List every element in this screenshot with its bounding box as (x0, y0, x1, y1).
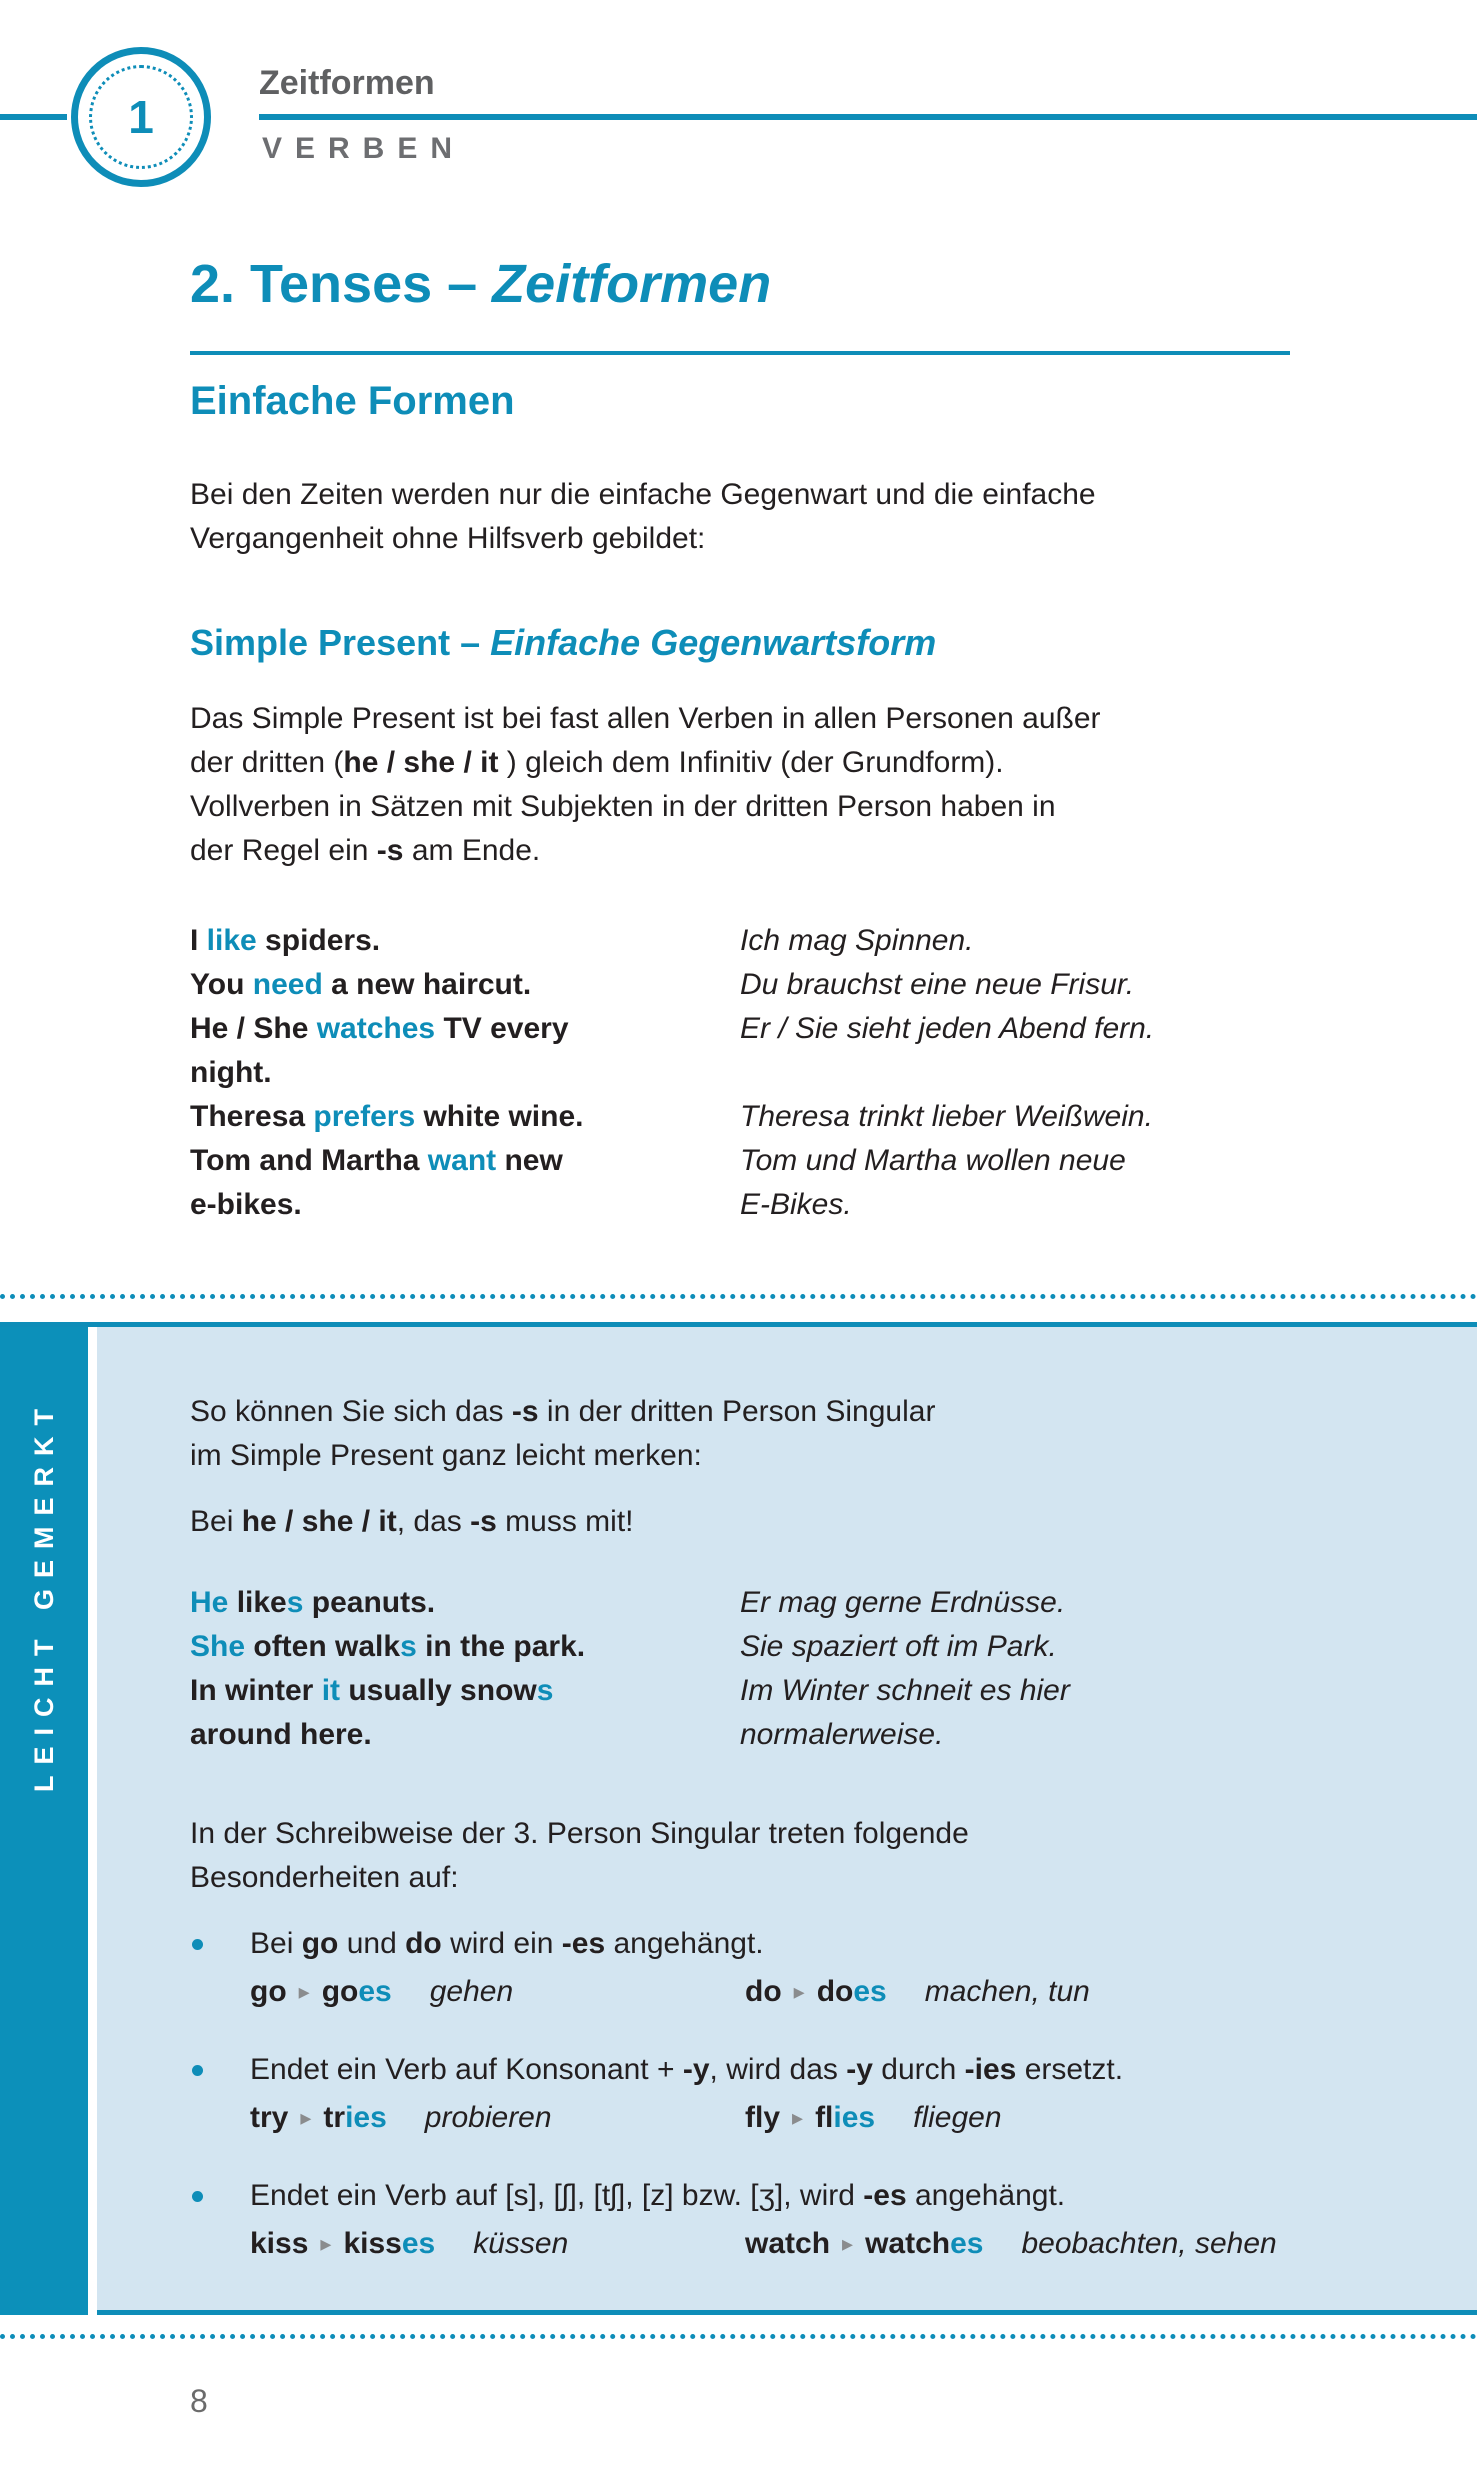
header-rule-right (259, 114, 1477, 120)
example-row (190, 963, 1154, 1007)
verb-gloss: probieren (424, 2101, 552, 2134)
text-line (190, 1500, 633, 1544)
example-english (190, 963, 740, 1007)
text-segment: in the park. (416, 1630, 586, 1663)
text-segment: es (358, 1975, 392, 2008)
text-segment: Einfache Gegenwartsform (490, 622, 937, 663)
text-segment: ies (345, 2101, 387, 2134)
verb-gloss: gehen (429, 1975, 514, 2008)
bullet-rule (250, 1922, 1090, 1966)
example-german: Tom und Martha wollen neue (740, 1144, 1126, 1177)
example-english (190, 1183, 740, 1227)
verb-pair-row (250, 1970, 1090, 2014)
text-segment: muss mit! (496, 1505, 634, 1538)
verb-pair-cell (745, 2222, 1277, 2266)
text-line (190, 785, 1101, 829)
text-segment: Bei den Zeiten werden nur die einfache Gegenwart und die einfache (190, 478, 1096, 511)
bullet-rule (250, 2174, 1277, 2218)
verb-pair-row (250, 2096, 1123, 2140)
text-segment: Das Simple Present ist bei fast allen Verben in allen Personen außer (190, 702, 1101, 735)
text-segment: Bei (250, 1927, 302, 1960)
text-segment: , wird das (709, 2053, 847, 2086)
text-segment: -y (682, 2053, 710, 2086)
verb-pair (250, 2222, 435, 2266)
text-segment: She (190, 1630, 246, 1663)
text-segment: -ies (964, 2053, 1017, 2086)
verb-pair (250, 2096, 387, 2140)
text-segment: kiss (250, 2227, 309, 2260)
text-segment: Vollverben in Sätzen mit Subjekten in der dritten Person haben in (190, 790, 1056, 823)
example-english (190, 1625, 740, 1669)
text-segment: Tom and Martha (190, 1144, 428, 1177)
text-segment: Bei (190, 1505, 242, 1538)
simple-present-paragraph (190, 697, 1101, 873)
example-german: E-Bikes. (740, 1188, 852, 1221)
verb-gloss: küssen (473, 2227, 569, 2260)
text-segment: In winter (190, 1674, 322, 1707)
text-segment: -s (511, 1395, 539, 1428)
section-heading (190, 379, 515, 423)
text-segment: es (950, 2227, 984, 2260)
text-segment: do (405, 1927, 442, 1960)
text-segment: ies (833, 2101, 876, 2134)
text-segment: -s (470, 1505, 497, 1538)
text-segment: Besonderheiten auf: (190, 1861, 459, 1894)
example-german: Im Winter schneit es hier (740, 1674, 1070, 1707)
verb-pair (745, 2096, 875, 2140)
text-segment: go (321, 1975, 359, 2008)
bullet-body (250, 2174, 1277, 2266)
text-segment: ersetzt. (1016, 2053, 1124, 2086)
example-english (190, 1669, 740, 1713)
example-english (190, 1139, 740, 1183)
example-german: Theresa trinkt lieber Weißwein. (740, 1100, 1153, 1133)
text-line (190, 621, 936, 665)
chapter-title: Zeitformen (259, 64, 435, 102)
bullet-body (250, 2048, 1123, 2140)
example-german: Er / Sie sieht jeden Abend fern. (740, 1012, 1155, 1045)
text-segment: a new haircut. (322, 968, 532, 1001)
text-segment: s (536, 1674, 554, 1707)
text-segment: night. (190, 1056, 272, 1089)
text-segment: white wine. (415, 1100, 584, 1133)
text-segment: e-bikes. (190, 1188, 302, 1221)
text-line (190, 517, 1096, 561)
text-segment: Einfache Formen (190, 379, 515, 423)
text-segment: he / she / it (241, 1505, 397, 1538)
text-segment: it (321, 1674, 341, 1707)
text-segment: TV every (435, 1012, 569, 1045)
text-segment: do (816, 1975, 854, 2008)
text-segment: der dritten ( (190, 746, 344, 779)
text-segment: angehängt. (605, 1927, 764, 1960)
text-segment: usually snow (340, 1674, 537, 1707)
verb-pair-row (250, 2222, 1277, 2266)
text-line (190, 697, 1101, 741)
bullet-marker (192, 2191, 203, 2202)
example-row (190, 1051, 1154, 1095)
text-line (190, 1390, 935, 1434)
text-segment: -es (863, 2179, 907, 2212)
verb-pair-cell (745, 2096, 1002, 2140)
text-line (190, 1856, 969, 1900)
text-segment: im Simple Present ganz leicht merken: (190, 1439, 702, 1472)
box-examples-table (190, 1581, 1070, 1757)
text-segment: You (190, 968, 253, 1001)
text-segment: peanuts. (303, 1586, 436, 1619)
arrow-icon: ▸ (842, 2231, 854, 2256)
text-segment: around here. (190, 1718, 372, 1751)
arrow-icon: ▸ (300, 2105, 312, 2130)
examples-table (190, 919, 1154, 1227)
text-line (190, 1812, 969, 1856)
text-segment: prefers (313, 1100, 416, 1133)
info-box-border-top (0, 1322, 1477, 1327)
example-german: normalerweise. (740, 1718, 944, 1751)
info-box (0, 1322, 1477, 2315)
chapter-badge-dotted-ring (89, 65, 193, 169)
text-segment: -y (846, 2053, 873, 2086)
text-segment: do (745, 1975, 782, 2008)
bullet-marker (192, 2065, 203, 2076)
text-segment: am Ende. (403, 834, 541, 867)
text-segment: he / she / it (343, 746, 499, 779)
text-segment: often walk (245, 1630, 401, 1663)
text-segment: s (400, 1630, 417, 1663)
example-row (190, 1183, 1154, 1227)
verb-pair (745, 2222, 983, 2266)
arrow-icon: ▸ (320, 2231, 332, 2256)
text-line (250, 1922, 1090, 1966)
verb-gloss: fliegen (913, 2101, 1002, 2134)
verb-pair (250, 1970, 392, 2014)
text-line (190, 379, 515, 423)
text-segment: Theresa (190, 1100, 314, 1133)
box-paragraph-3 (190, 1812, 969, 1900)
text-segment: fly (745, 2101, 781, 2134)
text-segment: He / She (190, 1012, 317, 1045)
text-segment: ) gleich dem Infinitiv (der Grundform). (498, 746, 1004, 779)
text-line (190, 1434, 935, 1478)
example-row (190, 919, 1154, 963)
text-segment: tr (323, 2101, 346, 2134)
intro-paragraph (190, 473, 1096, 561)
example-row (190, 1007, 1154, 1051)
text-segment: like (228, 1586, 287, 1619)
header-rule-left (0, 114, 67, 120)
example-row (190, 1713, 1070, 1757)
example-english (190, 919, 740, 963)
text-segment: I (190, 924, 207, 957)
bullet-marker (192, 1939, 203, 1950)
sidebar-label: LEICHT GEMERKT (28, 1398, 59, 1792)
chapter-number: 1 (128, 91, 154, 143)
text-segment: es (853, 1975, 887, 2008)
bullet-rule (250, 2048, 1123, 2092)
text-segment: s (286, 1586, 304, 1619)
arrow-icon: ▸ (793, 1979, 805, 2004)
text-segment: So können Sie sich das (190, 1395, 512, 1428)
text-segment: go (250, 1975, 287, 2008)
bullet-list (190, 1922, 1417, 2300)
page-title (190, 254, 772, 314)
example-english (190, 1007, 740, 1051)
text-segment: Zeitformen (492, 254, 772, 314)
dotted-divider-bottom (0, 2334, 1477, 2339)
text-line (250, 2048, 1123, 2092)
text-segment: want (427, 1144, 497, 1177)
verb-pair-cell (745, 1970, 1090, 2014)
box-paragraph-2 (190, 1500, 633, 1544)
text-segment: -s (376, 834, 404, 867)
sidebar-label-wrap (0, 1350, 88, 1840)
text-segment: spiders. (256, 924, 381, 957)
arrow-icon: ▸ (792, 2105, 804, 2130)
bullet-item (190, 1922, 1417, 2014)
text-line (190, 254, 772, 314)
example-row (190, 1095, 1154, 1139)
chapter-badge (71, 47, 211, 187)
text-segment: Endet ein Verb auf Konsonant + (250, 2053, 683, 2086)
verb-gloss: beobachten, sehen (1021, 2227, 1277, 2260)
example-german: Du brauchst eine neue Frisur. (740, 968, 1135, 1001)
text-segment: in der dritten Person Singular (538, 1395, 936, 1428)
text-segment: fl (815, 2101, 834, 2134)
verb-pair-cell (250, 2096, 745, 2140)
example-english (190, 1095, 740, 1139)
bullet-item (190, 2174, 1417, 2266)
text-segment: Vergangenheit ohne Hilfsverb gebildet: (190, 522, 706, 555)
text-segment: -es (561, 1927, 606, 1960)
subsection-heading (190, 621, 936, 665)
example-german: Er mag gerne Erdnüsse. (740, 1586, 1066, 1619)
text-segment: He (190, 1586, 229, 1619)
text-segment: es (401, 2227, 436, 2260)
arrow-icon: ▸ (298, 1979, 310, 2004)
example-row (190, 1625, 1070, 1669)
text-segment: go (301, 1927, 339, 1960)
text-segment: watch (745, 2227, 831, 2260)
text-segment: 2. Tenses – (190, 254, 493, 314)
example-german: Sie spaziert oft im Park. (740, 1630, 1057, 1663)
example-row (190, 1669, 1070, 1713)
text-segment: angehängt. (906, 2179, 1066, 2212)
text-segment: durch (872, 2053, 965, 2086)
example-row (190, 1139, 1154, 1183)
bullet-body (250, 1922, 1090, 2014)
example-english (190, 1051, 740, 1095)
text-segment: kiss (343, 2227, 402, 2260)
text-segment: Simple Present – (190, 622, 491, 663)
text-line (250, 2174, 1277, 2218)
text-segment: der Regel ein (190, 834, 377, 867)
text-segment: und (338, 1927, 406, 1960)
text-segment: In der Schreibweise der 3. Person Singular treten folgende (190, 1817, 969, 1850)
verb-gloss: machen, tun (924, 1975, 1090, 2008)
dotted-divider-top (0, 1294, 1477, 1299)
text-segment: wird ein (441, 1927, 562, 1960)
example-row (190, 1581, 1070, 1625)
text-line (190, 741, 1101, 785)
verb-pair-cell (250, 2222, 745, 2266)
title-rule (190, 351, 1290, 355)
info-box-border-bottom (97, 2310, 1477, 2315)
text-segment: watches (316, 1012, 436, 1045)
text-segment: try (250, 2101, 289, 2134)
page-number: 8 (190, 2383, 208, 2419)
verb-pair-cell (250, 1970, 745, 2014)
section-label: VERBEN (262, 132, 466, 165)
text-segment: need (252, 968, 323, 1001)
example-english (190, 1581, 740, 1625)
text-segment: Endet ein Verb auf [s], [ʃ], [tʃ], [z] bzw. [ʒ], wird (250, 2179, 864, 2212)
text-segment: , das (396, 1505, 471, 1538)
example-english (190, 1713, 740, 1757)
bullet-item (190, 2048, 1417, 2140)
text-segment: watch (865, 2227, 951, 2260)
text-line (190, 473, 1096, 517)
example-german: Ich mag Spinnen. (740, 924, 974, 957)
text-line (190, 829, 1101, 873)
box-paragraph-1 (190, 1390, 935, 1478)
text-segment: like (206, 924, 257, 957)
text-segment: new (496, 1144, 563, 1177)
verb-pair (745, 1970, 887, 2014)
